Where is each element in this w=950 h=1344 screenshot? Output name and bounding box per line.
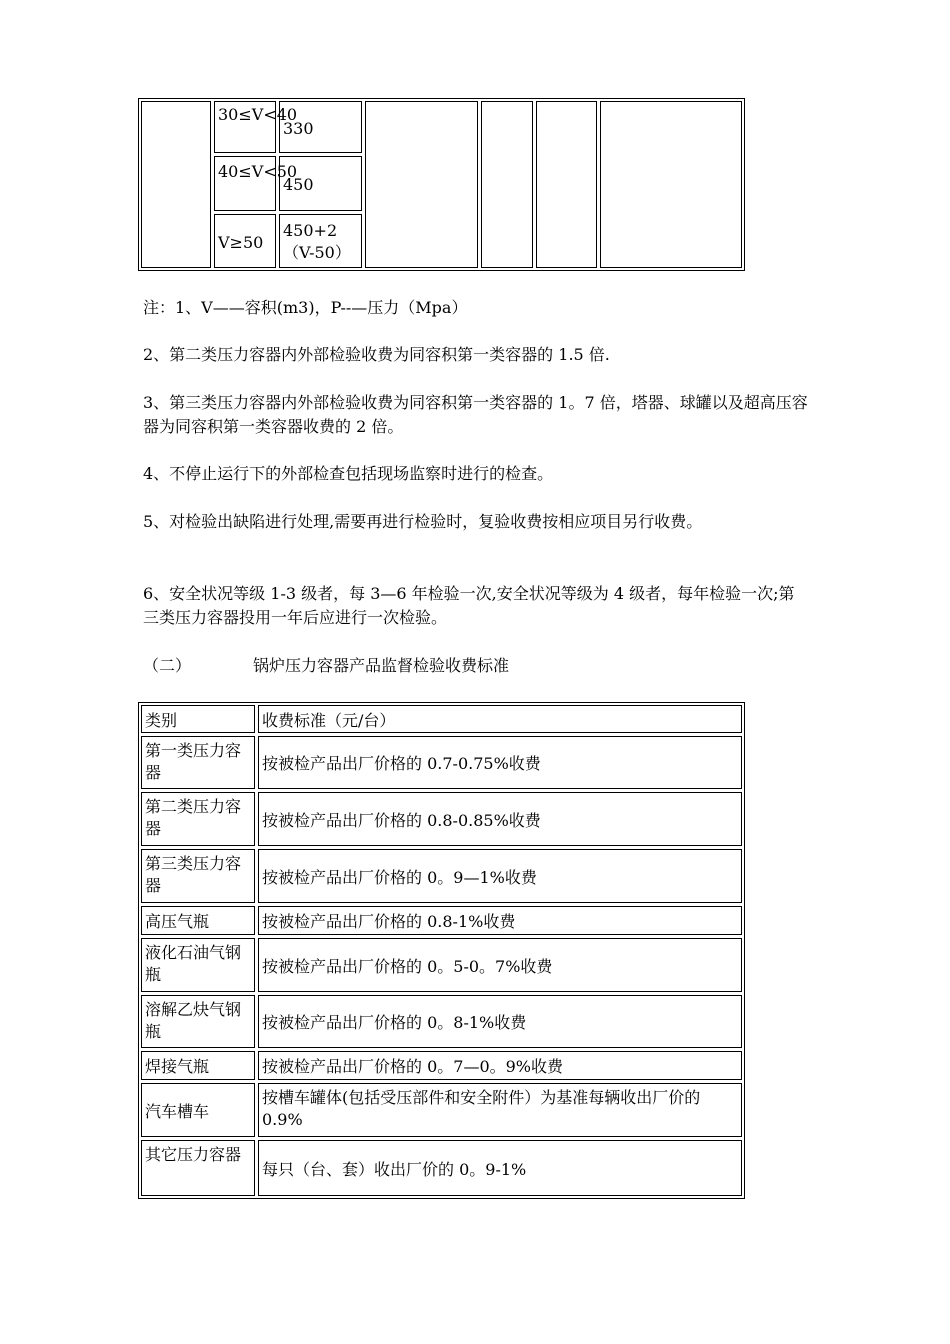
section-title: 锅炉压力容器产品监督检验收费标准 bbox=[253, 656, 510, 675]
top-table-empty-cell bbox=[481, 101, 533, 268]
note-5: 5、对检验出缺陷进行处理,需要再进行检验时，复验收费按相应项目另行收费。 bbox=[143, 512, 703, 531]
category-cell: 第一类压力容器 bbox=[141, 736, 255, 789]
note-3: 3、第三类压力容器内外部检验收费为同容积第一类容器的 1。7 倍，塔器、球罐以及超高压容器为同容积第一类容器收费的 2 倍。 bbox=[143, 393, 808, 436]
header-fee-standard: 收费标准（元/台） bbox=[258, 705, 742, 733]
fee-cell bbox=[279, 101, 362, 153]
volume-range-value: V≥50 bbox=[218, 232, 264, 252]
volume-range-cell bbox=[214, 214, 276, 268]
fee-standard-cell: 按被检产品出厂价格的 0.8-0.85%收费 bbox=[258, 792, 742, 846]
category-cell: 汽车槽车 bbox=[141, 1083, 255, 1137]
header-category: 类别 bbox=[141, 705, 255, 733]
fee-value: 450 bbox=[283, 175, 314, 194]
fee-standard-cell: 每只（台、套）收出厂价的 0。9-1% bbox=[258, 1140, 742, 1196]
volume-range-cell: 30≤V<40 bbox=[214, 101, 276, 153]
top-table-empty-cell bbox=[600, 101, 742, 268]
fee-standard-cell: 按槽车罐体(包括受压部件和安全附件）为基准每辆收出厂价的 0.9% bbox=[258, 1083, 742, 1137]
note-2: 2、第二类压力容器内外部检验收费为同容积第一类容器的 1.5 倍. bbox=[143, 345, 610, 364]
fee-standard-cell: 按被检产品出厂价格的 0.7-0.75%收费 bbox=[258, 736, 742, 789]
category-cell: 第三类压力容器 bbox=[141, 849, 255, 903]
fee-standard-cell: 按被检产品出厂价格的 0。9—1%收费 bbox=[258, 849, 742, 903]
volume-range-cell: 40≤V<50 bbox=[214, 156, 276, 211]
fee-standard-cell: 按被检产品出厂价格的 0。5-0。7%收费 bbox=[258, 938, 742, 992]
fee-standard-cell: 按被检产品出厂价格的 0。7—0。9%收费 bbox=[258, 1051, 742, 1080]
top-table-empty-cell bbox=[365, 101, 478, 268]
fee-standard-cell: 按被检产品出厂价格的 0。8-1%收费 bbox=[258, 995, 742, 1048]
note-6: 6、安全状况等级 1-3 级者，每 3—6 年检验一次,安全状况等级为 4 级者，每年检验一次;第三类压力容器投用一年后应进行一次检验。 bbox=[143, 584, 795, 627]
fee-cell: 450+2（V-50） bbox=[279, 214, 362, 268]
top-table-empty-cell bbox=[141, 101, 211, 268]
category-cell: 液化石油气钢瓶 bbox=[141, 938, 255, 992]
section-heading bbox=[143, 654, 509, 678]
category-cell: 第二类压力容器 bbox=[141, 792, 255, 846]
category-cell: 高压气瓶 bbox=[141, 906, 255, 935]
fee-standard-cell: 按被检产品出厂价格的 0.8-1%收费 bbox=[258, 906, 742, 935]
fee-cell bbox=[279, 156, 362, 211]
category-cell: 其它压力容器 bbox=[141, 1140, 255, 1196]
fee-value: 330 bbox=[283, 118, 314, 138]
note-4: 4、不停止运行下的外部检查包括现场监察时进行的检查。 bbox=[143, 464, 554, 483]
note-1: 注：1、V——容积(m3)，P--—压力（Mpa） bbox=[143, 298, 468, 317]
category-cell: 溶解乙炔气钢瓶 bbox=[141, 995, 255, 1048]
top-table-empty-cell bbox=[536, 101, 597, 268]
section-number: （二） bbox=[143, 656, 192, 675]
category-cell: 焊接气瓶 bbox=[141, 1051, 255, 1080]
